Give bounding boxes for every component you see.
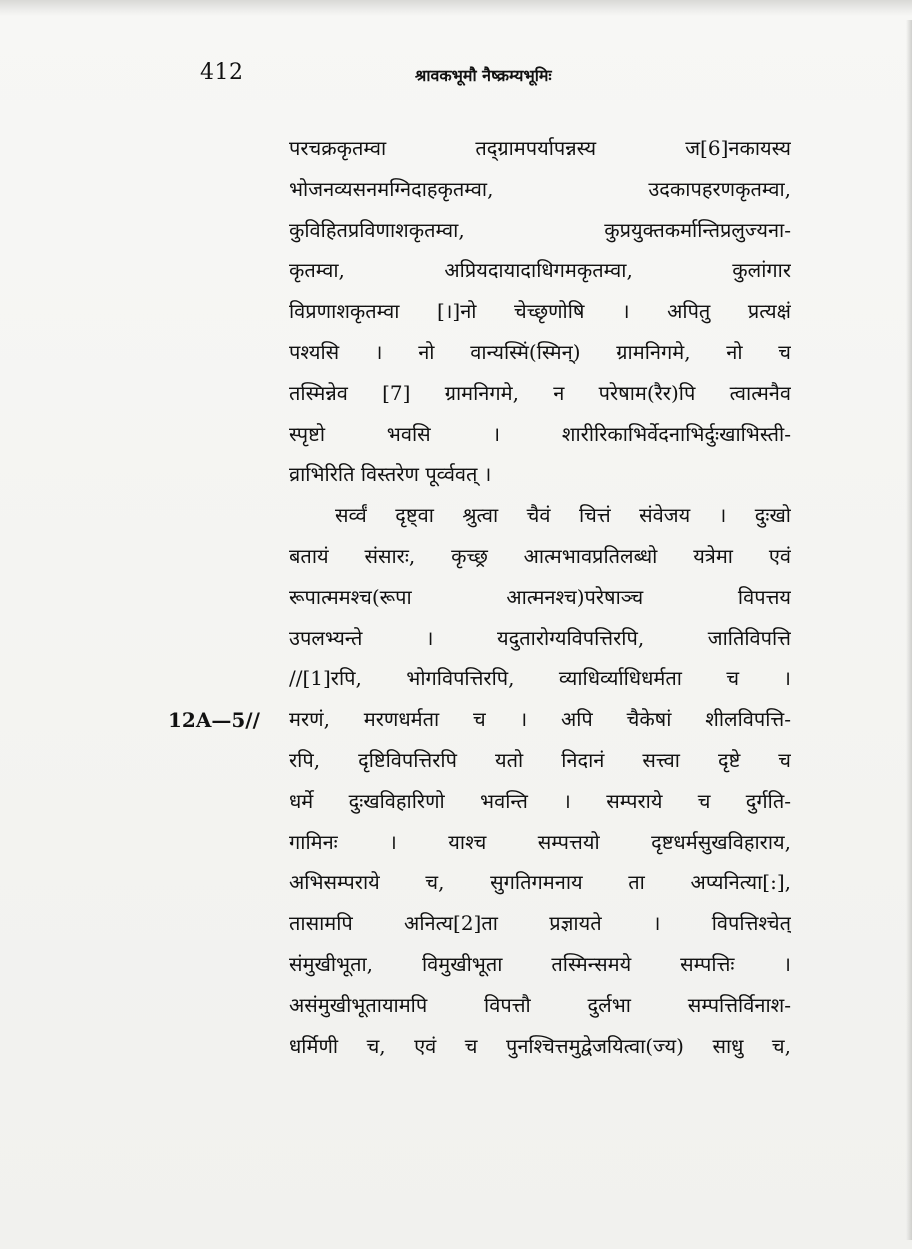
text-line: तस्मिन्नेव [7] ग्रामनिगमे, न परेषाम(रैर)पि त्वात्मनैव (289, 380, 791, 405)
text-line: पश्यसि । नो वान्यस्मिं(स्मिन्) ग्रामनिगमे, नो च (289, 339, 791, 364)
text-line: रूपात्ममश्च(रूपा आत्मनश्च)परेषाञ्च विपत्तय (289, 584, 791, 609)
text-line: धर्मे दुःखविहारिणो भवन्ति । सम्पराये च दुर्गति- (289, 788, 791, 813)
text-line: संमुखीभूता, विमुखीभूता तस्मिन्समये सम्पत्तिः । (289, 951, 791, 976)
scan-top-edge (0, 0, 912, 16)
text-line: अभिसम्पराये च, सुगतिगमनाय ता अप्यनित्या[:], (289, 870, 791, 895)
text-line: व्राभिरिति विस्तरेण पूर्व्ववत् । (289, 462, 492, 487)
text-line: तासामपि अनित्य[2]ता प्रज्ञायते । विपत्तिश्चेत् (289, 911, 791, 936)
text-line: रपि, दृष्टिविपत्तिरपि यतो निदानं सत्त्वा दृष्टे च (289, 747, 791, 772)
text-line: असंमुखीभूतायामपि विपत्तौ दुर्लभा सम्पत्तिर्विनाश- (289, 992, 791, 1017)
text-line: परचक्रकृतम्वा तद्ग्रामपर्यापन्नस्य ज[6]नकायस्य (289, 136, 791, 160)
text-line: धर्मिणी च, एवं च पुनश्चित्तमुद्वेजयित्वा(ज्य) साधु च, (289, 1033, 791, 1058)
text-line: //[1]रपि, भोगविपत्तिरपि, व्याधिर्व्याधिधर्मता च । (289, 666, 791, 691)
scan-right-edge (906, 20, 912, 1240)
text-line: मरणं, मरणधर्मता च । अपि चैकेषां शीलविपत्ति- (289, 707, 791, 732)
text-line: स्पृष्टो भवसि । शारीरिकाभिर्वेदनाभिर्दुःखाभिस्ती- (289, 421, 791, 446)
text-line: विप्रणाशकृतम्वा [।]नो चेच्छृणोषि । अपितु प्रत्यक्षं (289, 299, 791, 324)
page-number: 412 (200, 60, 244, 85)
text-line: कृतम्वा, अप्रियदायादाधिगमकृतम्वा, कुलांगार (289, 258, 791, 283)
text-line: गामिनः । याश्च सम्पत्तयो दृष्टधर्मसुखविहाराय, (289, 829, 791, 854)
text-line: बतायं संसारः, कृच्छ्र आत्मभावप्रतिलब्धो यत्रेमा एवं (289, 543, 791, 568)
text-line: कुविहितप्रविणाशकृतम्वा, कुप्रयुक्तकर्मान्तिप्रलुज्यना- (289, 217, 791, 242)
running-head: श्रावकभूमौ नैष्क्रम्यभूमिः (415, 66, 552, 85)
margin-reference: 12A—5// (168, 708, 260, 732)
text-line: भोजनव्यसनमग्निदाहकृतम्वा, उदकापहरणकृतम्वा, (289, 176, 791, 201)
body-text (289, 128, 791, 1066)
text-line: उपलभ्यन्ते । यदुतारोग्यविपत्तिरपि, जातिविपत्ति (289, 625, 791, 650)
paragraph-start-line: सर्व्वं दृष्ट्वा श्रुत्वा चैवं चित्तं संवेजय । दुःखो (335, 503, 791, 528)
page-header (200, 60, 760, 100)
